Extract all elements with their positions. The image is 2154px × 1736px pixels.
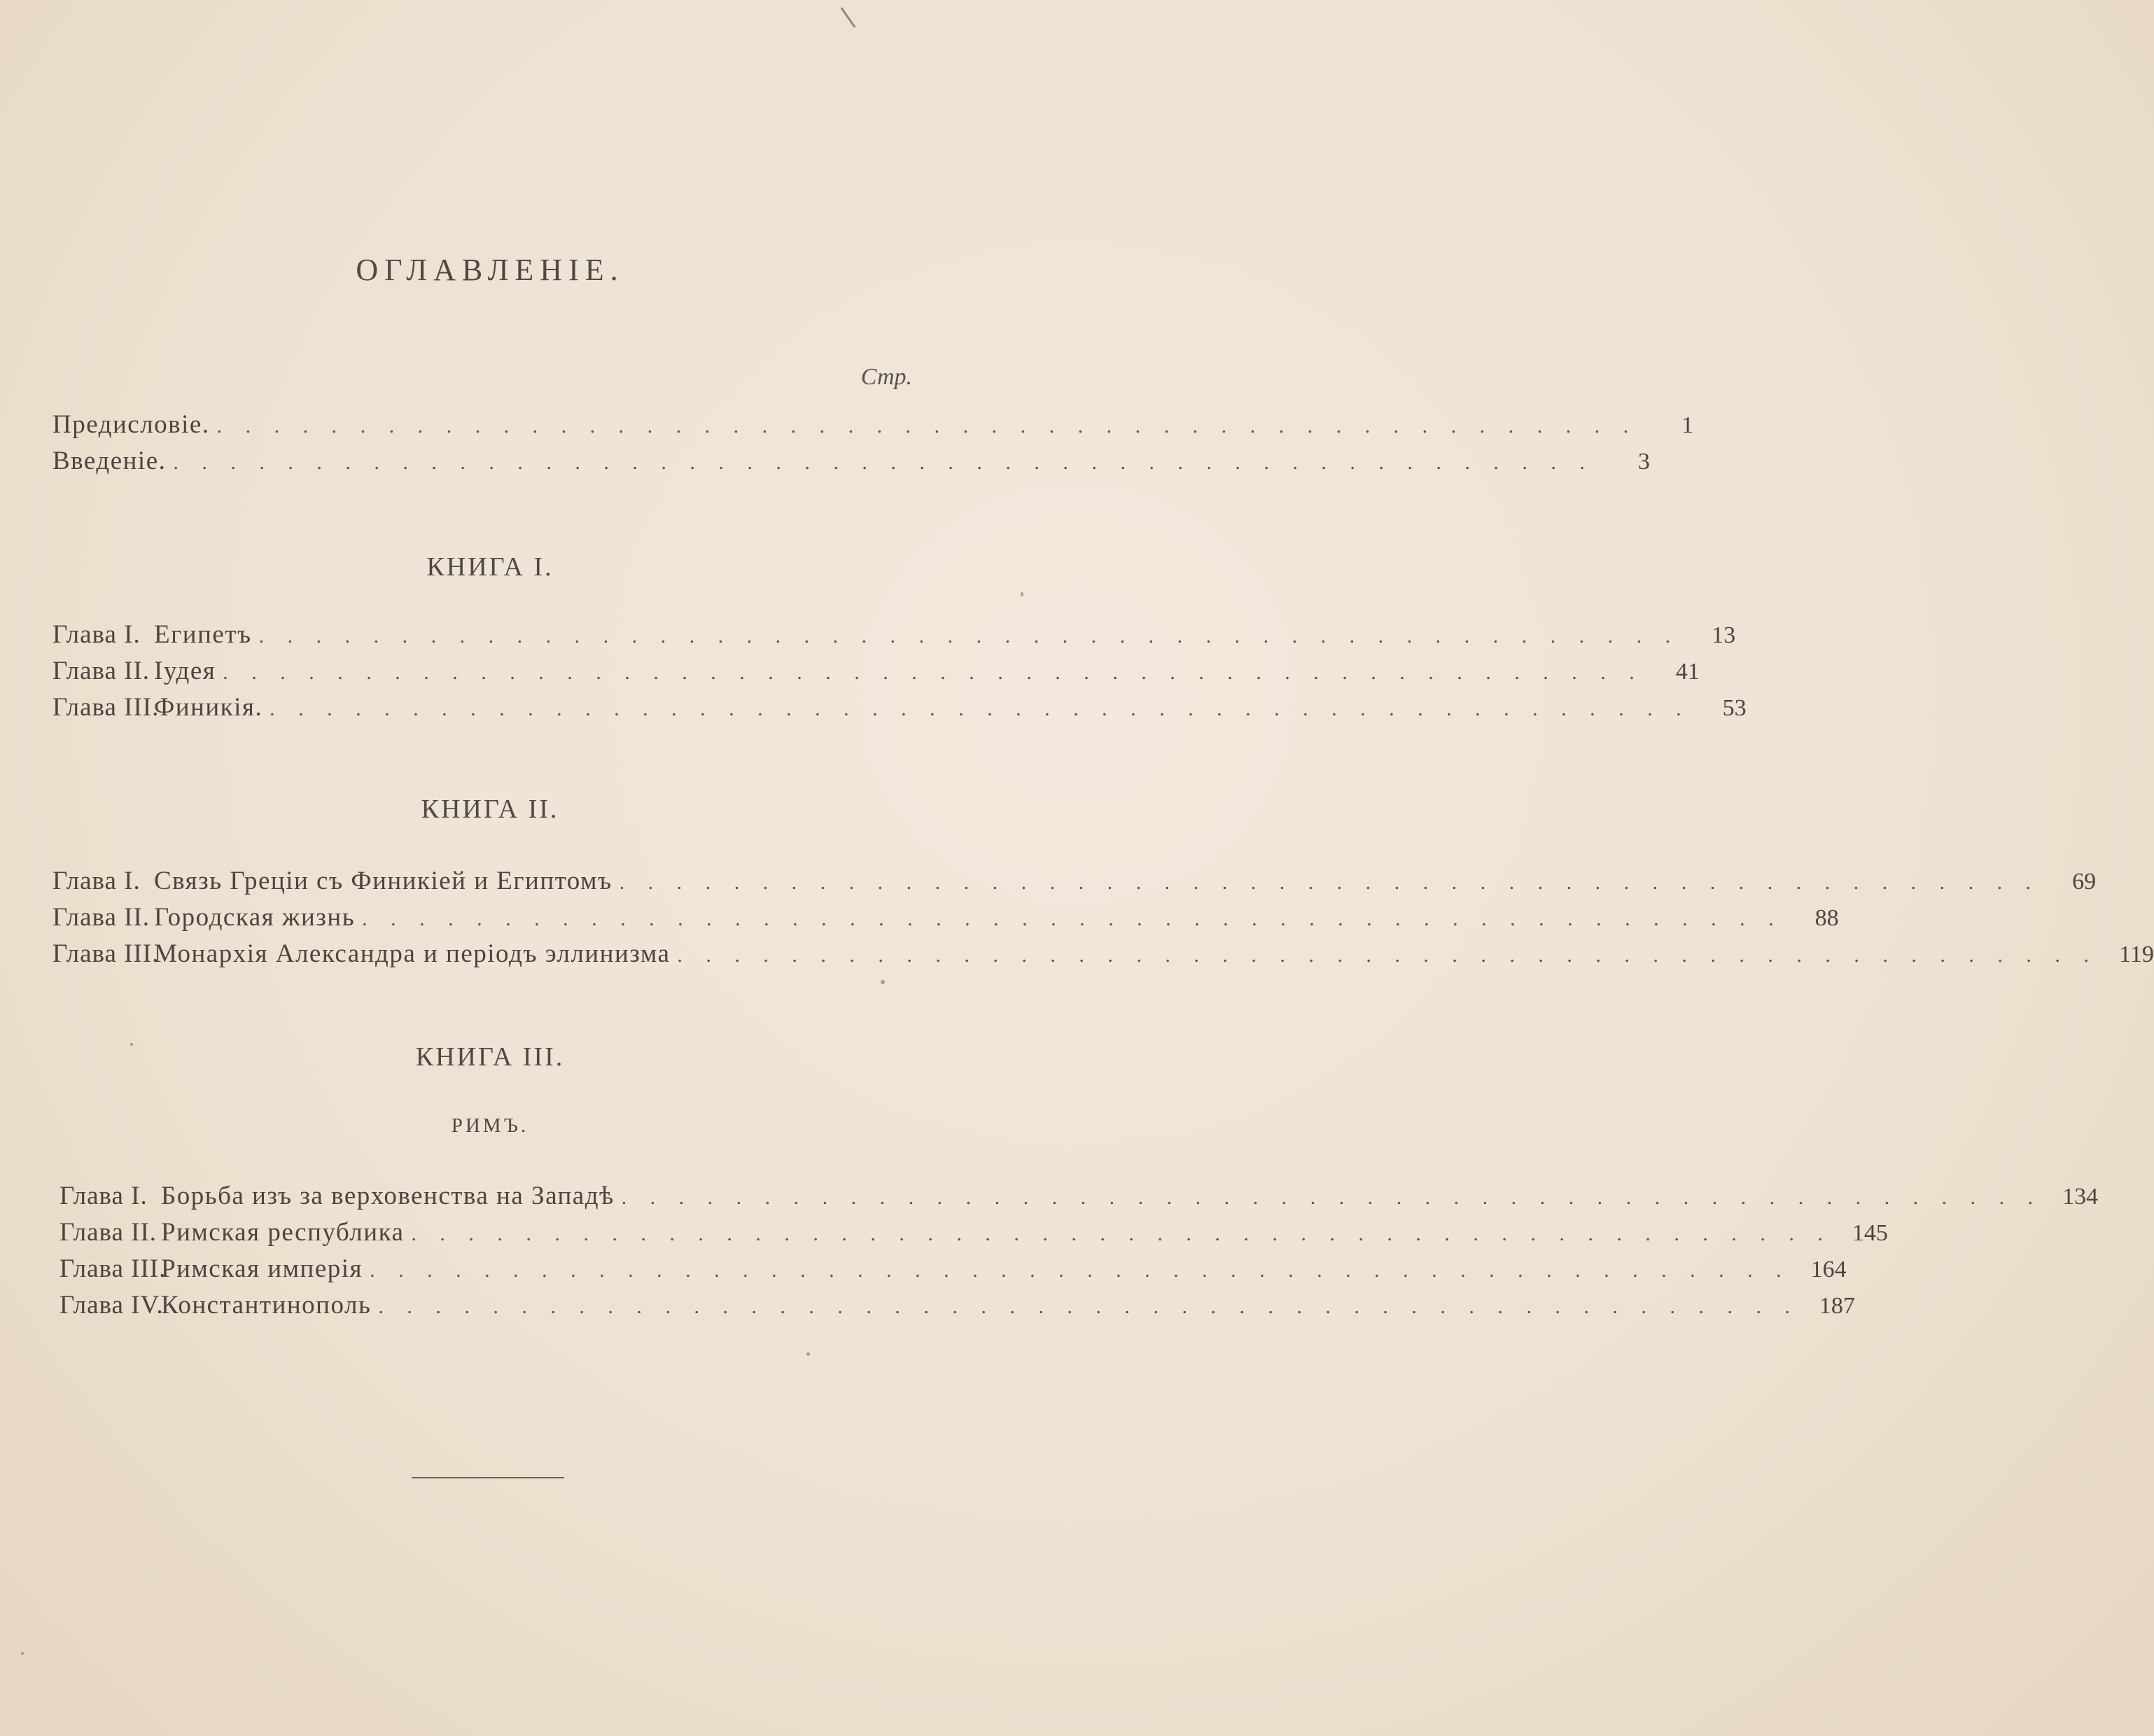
toc-entry-title: Городская жизнь xyxy=(154,903,356,932)
book-3-heading: КНИГА III. xyxy=(415,1042,565,1072)
chapter-label: Глава I. xyxy=(53,620,141,649)
toc-entry-chapter xyxy=(53,620,1736,649)
chapter-label: Глава II. xyxy=(53,657,151,685)
leader-dots: . . . . . . . . . . . . . . . . . . . . . . . . . . . . . . . . . . . . . . . . . . . . . . . . . . xyxy=(677,944,2098,967)
chapter-label: Глава III. xyxy=(60,1254,167,1283)
toc-entry-page: 13 xyxy=(1712,622,1736,648)
toc-entry-page: 187 xyxy=(1819,1293,1855,1319)
leader-dots: . . . . . . . . . . . . . . . . . . . . . . . . . . . . . . . . . . . . . . . . . . . . . . . . . . xyxy=(378,1295,1799,1318)
toc-entry-title: Связь Греціи съ Финикіей и Египтомъ xyxy=(154,867,613,895)
toc-entry-page: 41 xyxy=(1675,659,1700,685)
toc-entry-chapter xyxy=(53,867,2097,895)
leader-dots: . . . . . . . . . . . . . . . . . . . . . . . . . . . . . . . . . . . . . . . . . . . . . . . . . . xyxy=(411,1222,1832,1245)
paper-speck xyxy=(881,980,885,984)
toc-entry-chapter xyxy=(53,657,1700,685)
leader-dots: . . . . . . . . . . . . . . . . . . . . . . . . . . . . . . . . . . . . . . . . . . . . . . . . . . xyxy=(223,661,1644,684)
toc-entry-title: Римская республика xyxy=(161,1218,405,1247)
toc-entry-title: Константинополь xyxy=(161,1291,372,1320)
book-3-subheading: РИМЪ. xyxy=(451,1114,529,1137)
chapter-label: Глава III. xyxy=(53,939,160,968)
toc-entry-page: 53 xyxy=(1722,695,1747,721)
paper-speck xyxy=(130,1043,133,1046)
book-1-heading: КНИГА I. xyxy=(426,552,554,582)
toc-entry-page: 119 xyxy=(2119,941,2154,967)
toc-entry-chapter xyxy=(53,903,1839,932)
chapter-label: Глава II. xyxy=(53,903,151,932)
chapter-label: Глава I. xyxy=(60,1182,148,1210)
closing-rule xyxy=(412,1477,564,1478)
toc-entry-title: Предисловіе. xyxy=(53,410,210,439)
toc-entry-page: 1 xyxy=(1681,412,1694,438)
toc-entry-chapter xyxy=(60,1182,2099,1210)
toc-entry-page: 88 xyxy=(1814,905,1839,931)
leader-dots: . . . . . . . . . . . . . . . . . . . . . . . . . . . . . . . . . . . . . . . . . . . . . . . . . . xyxy=(270,697,1691,720)
toc-entry-chapter xyxy=(60,1254,1847,1283)
leader-dots: . . . . . . . . . . . . . . . . . . . . . . . . . . . . . . . . . . . . . . . . . . . . . . . . . . xyxy=(362,907,1783,930)
paper-speck xyxy=(806,1352,810,1356)
toc-entry-chapter xyxy=(60,1218,1888,1247)
leader-dots: . . . . . . . . . . . . . . . . . . . . . . . . . . . . . . . . . . . . . . . . . . . . . . . . . . xyxy=(258,624,1680,648)
toc-entry-preface xyxy=(53,410,1694,439)
toc-entry-chapter xyxy=(60,1291,1855,1320)
book-2-heading: КНИГА II. xyxy=(421,794,559,824)
toc-entry-title: Римская имперія xyxy=(161,1254,363,1283)
toc-entry-introduction xyxy=(53,447,1650,475)
chapter-label: Глава III. xyxy=(53,693,160,722)
toc-entry-chapter xyxy=(53,693,1747,722)
toc-entry-page: 134 xyxy=(2062,1184,2099,1210)
leader-dots: . . . . . . . . . . . . . . . . . . . . . . . . . . . . . . . . . . . . . . . . . . . . . . . . . . xyxy=(216,414,1638,438)
toc-entry-title: Введеніе. xyxy=(53,447,167,475)
toc-entry-title: Борьба изъ за верховенства на Западѣ xyxy=(161,1182,615,1210)
leader-dots: . . . . . . . . . . . . . . . . . . . . . . . . . . . . . . . . . . . . . . . . . . . . . . . . . . xyxy=(370,1259,1791,1282)
toc-entry-page: 164 xyxy=(1810,1256,1847,1282)
toc-entry-chapter xyxy=(53,939,2154,968)
leader-dots: . . . . . . . . . . . . . . . . . . . . . . . . . . . . . . . . . . . . . . . . . . . . . . . . . . xyxy=(621,1186,2043,1209)
contents-title: ОГЛАВЛЕНІЕ. xyxy=(356,253,624,287)
toc-entry-title: Іудея xyxy=(154,657,216,685)
toc-entry-page: 69 xyxy=(2072,869,2097,895)
toc-entry-title: Египетъ xyxy=(154,620,252,649)
chapter-label: Глава II. xyxy=(60,1218,158,1247)
toc-entry-page: 145 xyxy=(1852,1220,1888,1246)
toc-entry-page: 3 xyxy=(1637,449,1650,475)
chapter-label: Глава I. xyxy=(53,867,141,895)
chapter-label: Глава IV. xyxy=(60,1291,164,1320)
paper-speck xyxy=(21,1652,24,1655)
leader-dots: . . . . . . . . . . . . . . . . . . . . . . . . . . . . . . . . . . . . . . . . . . . . . . . . . . xyxy=(173,451,1594,474)
toc-entry-title: Монархія Александра и періодъ эллинизма xyxy=(154,939,671,968)
ink-mark xyxy=(841,7,856,28)
toc-entry-title: Финикія. xyxy=(154,693,263,722)
leader-dots: . . . . . . . . . . . . . . . . . . . . . . . . . . . . . . . . . . . . . . . . . . . . . . . . . . xyxy=(619,871,2041,894)
paper-speck xyxy=(1021,592,1023,596)
page-column-label: Стр. xyxy=(860,364,912,390)
